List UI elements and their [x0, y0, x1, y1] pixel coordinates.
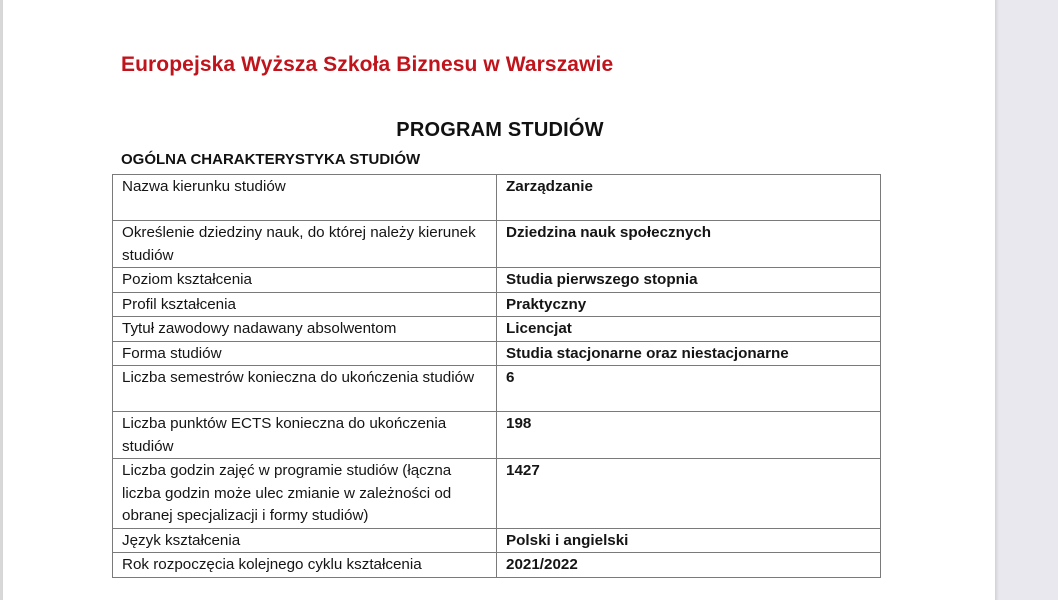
row-label: Rok rozpoczęcia kolejnego cyklu kształcenia: [113, 553, 497, 578]
study-characteristics-table: [112, 174, 881, 578]
row-value: 1427: [497, 459, 881, 529]
row-value: Zarządzanie: [497, 175, 881, 221]
row-value: Praktyczny: [497, 292, 881, 317]
table-row: [113, 175, 881, 221]
row-value: 6: [497, 366, 881, 412]
table-row: [113, 221, 881, 268]
section-title: OGÓLNA CHARAKTERYSTYKA STUDIÓW: [121, 151, 421, 168]
row-label: Liczba semestrów konieczna do ukończenia studiów: [113, 366, 497, 412]
document-page: [3, 0, 995, 600]
row-label: Liczba punktów ECTS konieczna do ukończenia studiów: [113, 412, 497, 459]
row-label: Nazwa kierunku studiów: [113, 175, 497, 221]
institution-name: Europejska Wyższa Szkoła Biznesu w Warszawie: [121, 53, 614, 76]
row-value: Polski i angielski: [497, 528, 881, 553]
table-row: [113, 412, 881, 459]
row-value: Studia stacjonarne oraz niestacjonarne: [497, 341, 881, 366]
row-label: Liczba godzin zajęć w programie studiów (łączna liczba godzin może ulec zmianie w zależności od obranej specjalizacji i formy studiów): [113, 459, 497, 529]
document-title: [3, 119, 995, 142]
row-value: Studia pierwszego stopnia: [497, 268, 881, 293]
table-row: [113, 366, 881, 412]
page-edge-shadow: [995, 0, 999, 600]
table-row: [113, 528, 881, 553]
table-row: [113, 341, 881, 366]
row-label: Forma studiów: [113, 341, 497, 366]
table-row: [113, 459, 881, 529]
document-title-text: PROGRAM STUDIÓW: [396, 119, 604, 141]
row-label: Określenie dziedziny nauk, do której należy kierunek studiów: [113, 221, 497, 268]
table-row: [113, 553, 881, 578]
row-label: Język kształcenia: [113, 528, 497, 553]
row-label: Poziom kształcenia: [113, 268, 497, 293]
row-label: Tytuł zawodowy nadawany absolwentom: [113, 317, 497, 342]
table-row: [113, 268, 881, 293]
table-row: [113, 317, 881, 342]
row-value: 2021/2022: [497, 553, 881, 578]
row-value: 198: [497, 412, 881, 459]
table-row: [113, 292, 881, 317]
row-value: Dziedzina nauk społecznych: [497, 221, 881, 268]
row-label: Profil kształcenia: [113, 292, 497, 317]
row-value: Licencjat: [497, 317, 881, 342]
